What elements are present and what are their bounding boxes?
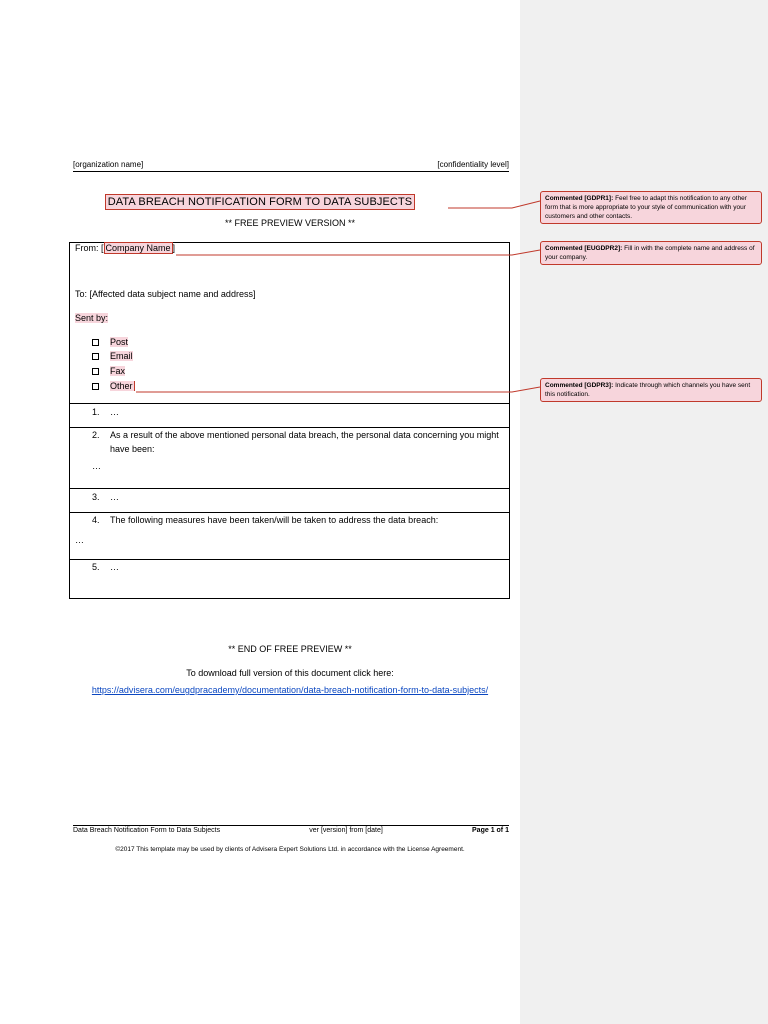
organization-name-placeholder: [organization name] (73, 160, 144, 169)
page-footer (73, 825, 509, 834)
document-title: DATA BREACH NOTIFICATION FORM TO DATA SUBJECTS (105, 194, 415, 210)
channel-post-checkbox[interactable] (92, 337, 128, 347)
comment-text: Fill in with the complete name and address of your company. (545, 245, 755, 261)
checkbox-icon[interactable] (92, 339, 99, 346)
item-text: As a result of the above mentioned personal data breach, the personal data concerning you might have been: (110, 430, 499, 454)
to-line: To: [Affected data subject name and address] (75, 289, 256, 299)
item-number: 5. (92, 562, 100, 572)
item-text: … (110, 407, 119, 417)
item-text: … (110, 562, 119, 572)
form-item-5 (70, 560, 509, 598)
item-ellipsis: … (75, 535, 84, 545)
comment-balloon-gdpr1[interactable] (540, 191, 762, 224)
footer-document-title: Data Breach Notification Form to Data Subjects (73, 827, 221, 834)
channel-label: Other (110, 381, 133, 391)
comment-author: Commented [GDPR1]: (545, 195, 614, 202)
free-preview-label: ** FREE PREVIEW VERSION ** (224, 218, 356, 228)
from-label: From: [ (75, 243, 104, 253)
channel-label: Fax (110, 366, 126, 376)
checkbox-icon[interactable] (92, 368, 99, 375)
form-item-2 (70, 428, 509, 489)
checkbox-icon[interactable] (92, 383, 99, 390)
download-instruction: To download full version of this document click here: (186, 668, 394, 678)
comment-balloon-eugdpr2[interactable] (540, 241, 762, 265)
comment-author: Commented [EUGDPR2]: (545, 245, 623, 252)
form-section-addressing (70, 243, 509, 404)
channel-fax-checkbox[interactable] (92, 366, 125, 376)
form-item-1 (70, 404, 509, 428)
download-link[interactable]: https://advisera.com/eugdpracademy/documentation/data-breach-notification-form-to-data-subjects/ (91, 685, 489, 695)
comments-margin-pane (520, 0, 768, 1024)
item-ellipsis: … (92, 461, 101, 471)
item-number: 2. (92, 430, 100, 440)
checkbox-icon[interactable] (92, 353, 99, 360)
channel-label: Email (110, 351, 133, 361)
form-item-3 (70, 489, 509, 513)
footer-version: ver [version] from [date] (309, 827, 383, 834)
company-name-placeholder[interactable]: Company Name (105, 243, 171, 253)
channel-other-checkbox[interactable] (92, 381, 135, 391)
end-of-preview-label: ** END OF FREE PREVIEW ** (228, 644, 352, 654)
item-number: 3. (92, 492, 100, 502)
sent-by-label: Sent by: (75, 313, 109, 323)
notification-form-table (69, 242, 510, 599)
comment-text: Indicate through which channels you have sent this notification. (545, 382, 751, 398)
footer-page-number: Page 1 of 1 (472, 827, 509, 834)
comment-text: Feel free to adapt this notification to any other form that is more appropriate to your style of communication with your customers and other contacts. (545, 195, 747, 220)
item-number: 1. (92, 407, 100, 417)
channel-label: Post (110, 337, 129, 347)
comment-author: Commented [GDPR3]: (545, 382, 614, 389)
item-text: … (110, 492, 119, 502)
channel-email-checkbox[interactable] (92, 351, 133, 361)
from-close-bracket: ] (172, 243, 176, 253)
page-header (73, 160, 509, 172)
item-text: The following measures have been taken/will be taken to address the data breach: (110, 515, 439, 525)
from-line (75, 243, 175, 253)
title-wrapper (0, 192, 520, 210)
copyright-notice: ©2017 This template may be used by clients of Advisera Expert Solutions Ltd. in accordance with the License Agreement. (115, 846, 465, 853)
confidentiality-level-placeholder: [confidentiality level] (437, 160, 509, 169)
item-number: 4. (92, 515, 100, 525)
comment-balloon-gdpr3[interactable] (540, 378, 762, 402)
form-item-4 (70, 513, 509, 560)
